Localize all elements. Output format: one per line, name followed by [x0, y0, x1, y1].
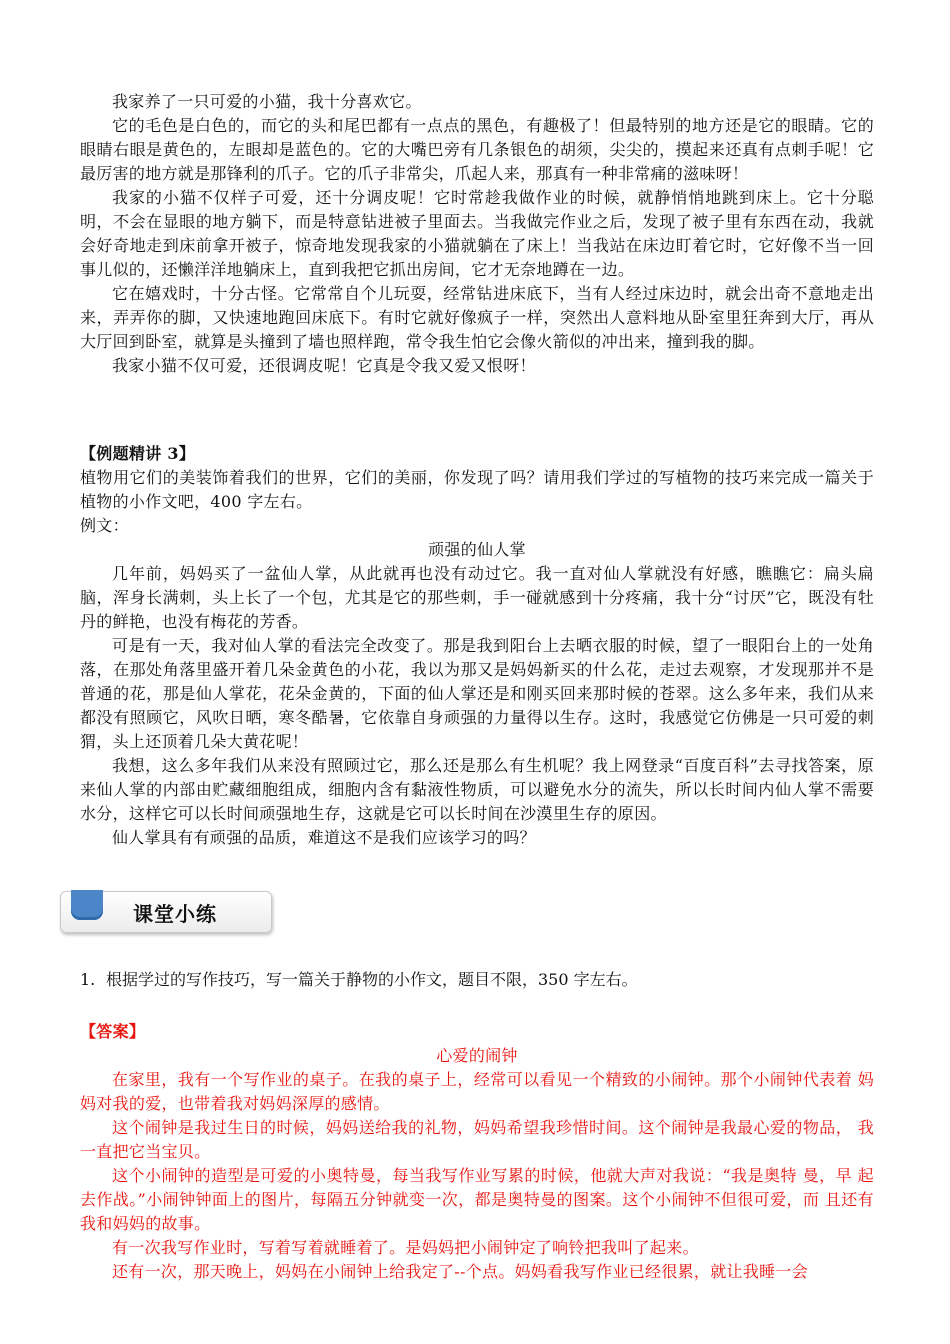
paragraph: 它的毛色是白色的，而它的头和尾巴都有一点点的黑色，有趣极了！但最特别的地方还是它的眼睛。它的眼睛右眼是黄色的，左眼却是蓝色的。它的大嘴巴旁有几条银色的胡须，尖尖的，摸起来还真有点刺手呢！它最厉害的地方就是那锋利的爪子。它的爪子非常尖，爪起人来，那真有一种非常痛的滋味呀！	[80, 116, 874, 183]
example-3	[80, 442, 874, 850]
sample-label: 例文：	[80, 516, 129, 535]
paragraph: 我家的小猫不仅样子可爱，还十分调皮呢！它时常趁我做作业的时候，就静悄悄地跳到床上。它十分聪明，不会在显眼的地方躺下，而是特意钻进被子里面去。当我做完作业之后，发现了被子里有东西在动，我就会好奇地走到床前拿开被子，惊奇地发现我家的小猫就躺在了床上！当我站在床边盯着它时，它好像不当一回事儿似的，还懒洋洋地躺床上，直到我把它抓出房间，它才无奈地蹲在一边。	[80, 188, 874, 279]
answer-section	[80, 1020, 874, 1284]
paragraph: 这个闹钟是我过生日的时候，妈妈送给我的礼物，妈妈希望我珍惜时间。这个闹钟是我最心爱的物品， 我一直把它当宝贝。	[80, 1118, 874, 1161]
section-header	[60, 891, 272, 933]
paragraph: 这个小闹钟的造型是可爱的小奥特曼，每当我写作业写累的时候，他就大声对我说：“我是奥特 曼，早 起去作战。”小闹钟钟面上的图片，每隔五分钟就变一次，都是奥特曼的图案。这个小闹钟不但很可爱，而 且还有我和妈妈的故事。	[80, 1166, 874, 1233]
paragraph: 可是有一天，我对仙人掌的看法完全改变了。那是我到阳台上去晒衣服的时候，望了一眼阳台上的一处角落，在那处角落里盛开着几朵金黄色的小花，我以为那又是妈妈新买的什么花，走过去观察，才发现那并不是普通的花，那是仙人掌花，花朵金黄的，下面的仙人掌还是和刚买回来那时候的苍翠。这么多年来，我们从来都没有照顾它，风吹日晒，寒冬酷暑，它依靠自身顽强的力量得以生存。这时，我感觉它仿佛是一只可爱的刺猬，头上还顶着几朵大黄花呢！	[80, 636, 874, 751]
paragraph: 我家养了一只可爱的小猫，我十分喜欢它。	[112, 92, 422, 111]
cat-essay	[80, 90, 874, 378]
example-heading: 【例题精讲 3】	[80, 444, 196, 463]
paragraph: 我家小猫不仅可爱，还很调皮呢！它真是令我又爱又恨呀！	[112, 356, 536, 375]
paragraph: 还有一次，那天晚上，妈妈在小闹钟上给我定了--个点。妈妈看我写作业已经很累，就让我睡一会	[112, 1262, 809, 1281]
exercise-item	[80, 968, 874, 992]
paragraph: 有一次我写作业时，写着写着就睡着了。是妈妈把小闹钟定了响铃把我叫了起来。	[112, 1238, 699, 1257]
paragraph: 它在嬉戏时，十分古怪。它常常自个儿玩耍，经常钻进床底下，当有人经过床边时，就会出奇不意地走出来，弄弄你的脚，又快速地跑回床底下。有时它就好像疯子一样，突然出人意料地从卧室里狂奔到大厅，再从大厅回到卧室，就算是头撞到了墙也照样跑，常令我生怕它会像火箭似的冲出来，撞到我的脚。	[80, 284, 874, 351]
section-title: 课堂小练	[133, 902, 217, 926]
exercise-text: 根据学过的写作技巧，写一篇关于静物的小作文，题目不限，350 字左右。	[106, 970, 638, 989]
exercise-number: 1.	[80, 970, 96, 989]
answer-title: 心爱的闹钟	[436, 1046, 518, 1065]
paragraph: 几年前，妈妈买了一盆仙人掌，从此就再也没有动过它。我一直对仙人掌就没有好感，瞧瞧它：扁头扁脑，浑身长满刺，头上长了一个包，尤其是它的那些刺，手一碰就感到十分疼痛，我十分“讨厌”它，既没有牡丹的鲜艳，也没有梅花的芳香。	[80, 564, 874, 631]
bookmark-icon	[71, 890, 103, 920]
paragraph: 在家里，我有一个写作业的桌子。在我的桌子上，经常可以看见一个精致的小闹钟。那个小闹钟代表着 妈妈对我的爱，也带着我对妈妈深厚的感情。	[80, 1070, 874, 1113]
answer-label: 【答案】	[80, 1022, 146, 1041]
example-prompt: 植物用它们的美装饰着我们的世界，它们的美丽，你发现了吗？请用我们学过的写植物的技巧来完成一篇关于植物的小作文吧，400 字左右。	[80, 468, 874, 511]
paragraph: 我想，这么多年我们从来没有照顾过它，那么还是那么有生机呢？我上网登录“百度百科”去寻找答案，原来仙人掌的内部由贮藏细胞组成，细胞内含有黏液性物质，可以避免水分的流失，所以长时间内仙人掌不需要水分，这样它可以长时间顽强地生存，这就是它可以长时间在沙漠里生存的原因。	[80, 756, 874, 823]
sample-title: 顽强的仙人掌	[428, 540, 526, 559]
paragraph: 仙人掌具有有顽强的品质，难道这不是我们应该学习的吗？	[112, 828, 536, 847]
